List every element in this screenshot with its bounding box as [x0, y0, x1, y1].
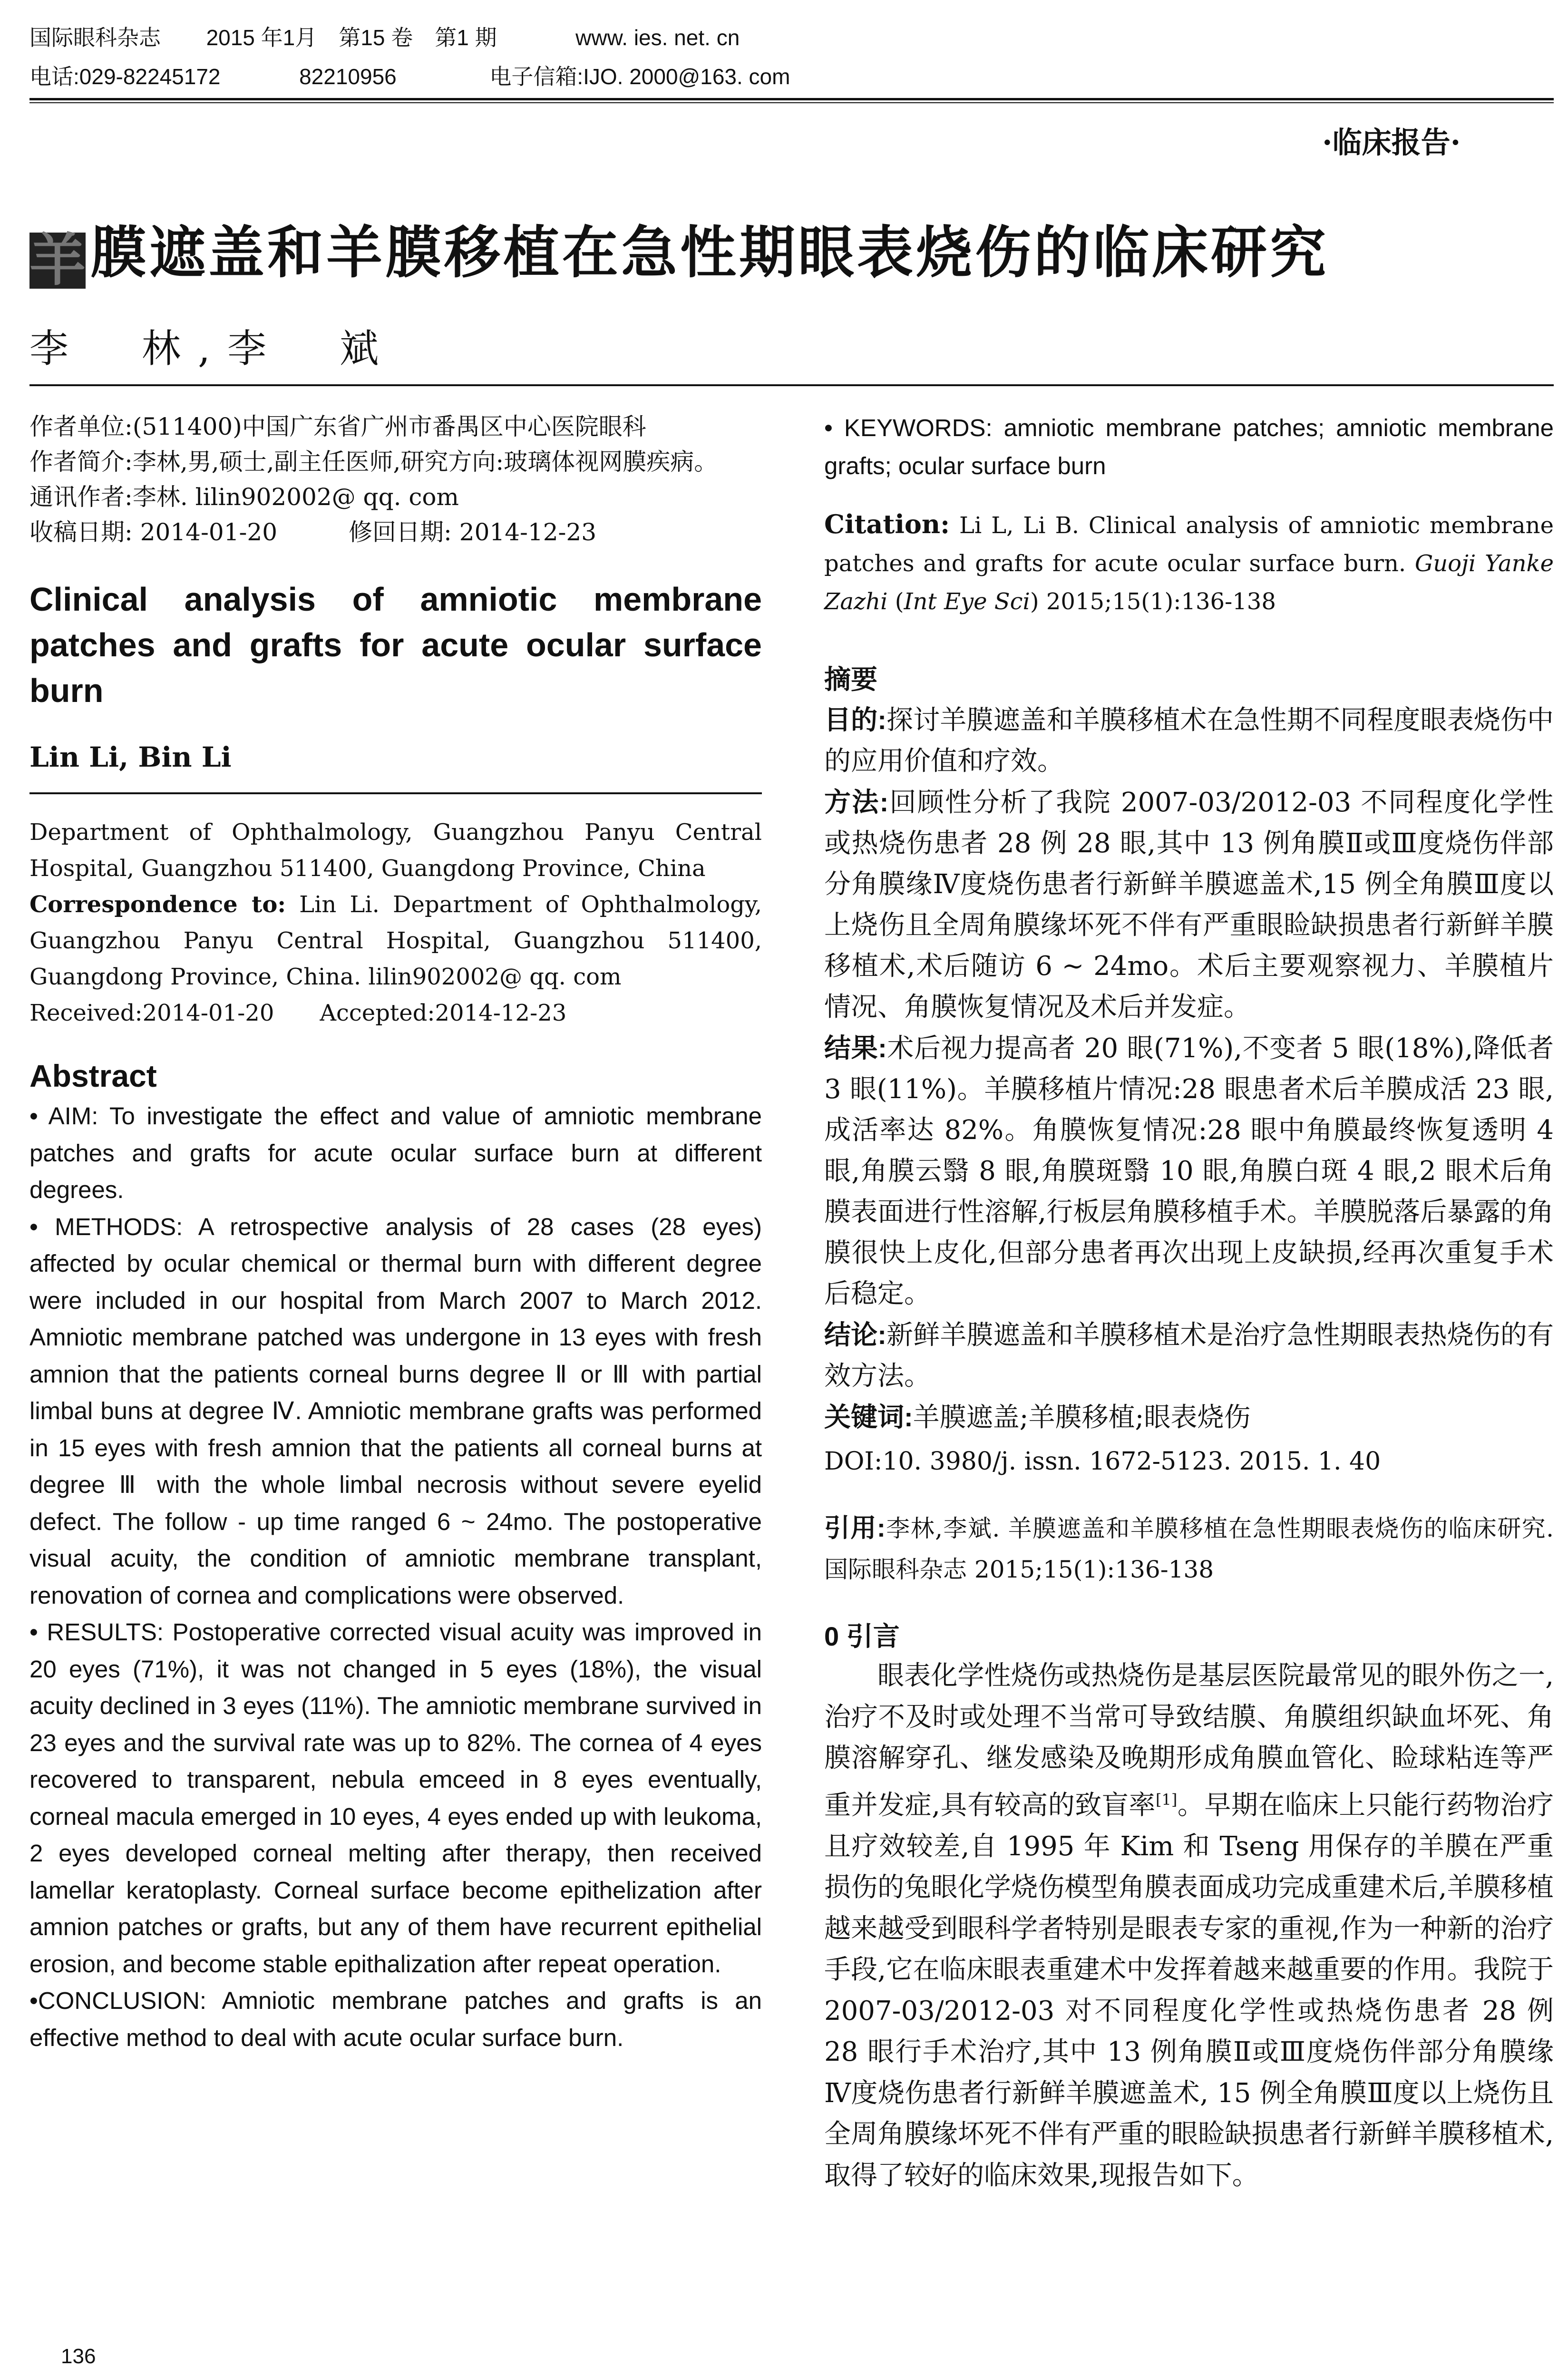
authors-zh: 李 林,李 斌	[29, 326, 396, 371]
english-keywords: • KEYWORDS: amniotic membrane patches; amniotic membrane grafts; ocular surface burn	[824, 414, 1554, 479]
author-affiliation: 作者单位:(511400)中国广东省广州市番禺区中心医院眼科	[29, 413, 646, 440]
journal-phone2: 82210956	[299, 64, 397, 89]
english-received: Received:2014-01-20 Accepted:2014-12-23	[29, 1000, 567, 1026]
english-title: Clinical analysis of amniotic membrane patches and grafts for acute ocular surface burn	[29, 581, 762, 709]
intro-reference[interactable]: [1]	[1155, 1790, 1178, 1809]
zh-results	[824, 1028, 1554, 1315]
received-dates: 收稿日期: 2014-01-20 修回日期: 2014-12-23	[29, 518, 597, 546]
author-bio: 作者简介:李林,男,硕士,副主任医师,研究方向:玻璃体视网膜疾病。	[29, 448, 718, 476]
zh-aim-text: 探讨羊膜遮盖和羊膜移植术在急性期不同程度眼表烧伤中的应用价值和疗效。	[824, 705, 1554, 777]
page-number: 136	[61, 2345, 96, 2368]
zh-methods-text: 回顾性分析了我院 2007-03/2012-03 不同程度化学性或热烧伤患者 28 例 28 眼,其中 13 例角膜Ⅱ或Ⅲ度烧伤伴部分角膜缘Ⅳ度烧伤患者行新鲜羊膜遮盖术,15 例全角膜Ⅲ度以上烧伤且全周角膜缘坏死不伴有严重眼睑缺损患者行新鲜羊膜移植术,术后随访 6 ~ 24mo。术后主要观察视力、羊膜植片情况、角膜恢复情况及术后并发症。	[824, 787, 1554, 1023]
journal-phone: 电话:029-82245172	[29, 64, 221, 89]
citation-tail: 2015;15(1):136-138	[1046, 588, 1276, 615]
correspondence-text: Lin Li. Department of Ophthalmology, Guangzhou Panyu Central Hospital, Guangzhou 511400, Guangdong Province, China. lilin902002@ qq. com	[29, 891, 762, 990]
english-citation: Citation: Li L, Li B. Clinical analysis of amniotic membrane patches and grafts for acute ocular surface burn. Guoji Yanke Zazhi (Int Eye Sci) 2015;15(1):136-138	[824, 509, 1554, 615]
citation-label: Citation:	[824, 509, 950, 539]
english-correspondence	[29, 887, 762, 995]
header-rule-thick	[29, 98, 1554, 100]
abstract-aim: • AIM: To investigate the effect and value of amniotic membrane patches and grafts for acute ocular surface burn at different degrees.	[29, 1102, 762, 1203]
title-first-char: 羊	[29, 229, 89, 292]
zh-citation-text: 李林,李斌. 羊膜遮盖和羊膜移植在急性期眼表烧伤的临床研究. 国际眼科杂志 2015;15(1):136-138	[824, 1515, 1554, 1583]
article-title	[29, 207, 1329, 292]
zh-methods	[824, 782, 1554, 1028]
citation-text: Li L, Li B. Clinical analysis of amniotic membrane patches and grafts for acute ocular surface burn.	[824, 512, 1554, 577]
journal-issue: 2015 年1月 第15 卷 第1 期	[206, 25, 497, 50]
zh-results-label: 结果:	[824, 1033, 887, 1063]
zh-abstract-heading: 摘要	[824, 664, 877, 694]
intro-text-b: 。早期在临床上只能行药物治疗且疗效较差,自 1995 年 Kim 和 Tseng 用保存的羊膜在严重损伤的兔眼化学烧伤模型角膜表面成功完成重建术后,羊膜移植越来越受到眼科学者特别是眼表专家的重视,作为一种新的治疗手段,它在临床眼表重建术中发挥着越来越重要的作用。我院于 2007-03/2012-03 对不同程度化学性或热烧伤患者 28 例 28 眼行手术治疗,其中 13 例角膜Ⅱ或Ⅲ度烧伤伴部分角膜缘Ⅳ度烧伤患者行新鲜羊膜遮盖术, 15 例全角膜Ⅲ度以上烧伤且全周角膜缘坏死不伴有严重的眼睑缺损患者行新鲜羊膜移植术,取得了较好的临床效果,现报告如下。	[824, 1790, 1554, 2191]
abstract-conclusion: •CONCLUSION: Amniotic membrane patches and grafts is an effective method to deal with acute ocular surface burn.	[29, 1987, 762, 2051]
doi: DOI:10. 3980/j. issn. 1672-5123. 2015. 1. 40	[824, 1447, 1381, 1476]
zh-conclusion-text: 新鲜羊膜遮盖和羊膜移植术是治疗急性期眼表热烧伤的有效方法。	[824, 1320, 1554, 1392]
right-column	[824, 409, 1554, 2196]
journal-header-line2	[29, 61, 790, 92]
english-affiliation-block	[29, 792, 762, 1031]
english-authors: Lin Li, Bin Li	[29, 741, 232, 773]
intro-heading: 0 引言	[824, 1621, 900, 1651]
citation-journal: Guoji Yanke Zazhi	[824, 550, 1554, 615]
citation-journal-en: Int Eye Sci	[904, 588, 1030, 615]
zh-results-text: 术后视力提高者 20 眼(71%),不变者 5 眼(18%),降低者 3 眼(11%)。羊膜移植片情况:28 眼患者术后羊膜成活 23 眼,成活率达 82%。角膜恢复情况:28 眼中角膜最终恢复透明 4 眼,角膜云翳 8 眼,角膜斑翳 10 眼,角膜白斑 4 眼,2 眼术后角膜表面进行性溶解,行板层角膜移植手术。羊膜脱落后暴露的角膜很快上皮化,但部分患者再次出现上皮缺损,经再次重复手术后稳定。	[824, 1033, 1554, 1309]
journal-website[interactable]: www. ies. net. cn	[575, 25, 740, 50]
zh-aim-label: 目的:	[824, 705, 886, 735]
header-rule-thin	[29, 102, 1554, 103]
journal-name: 国际眼科杂志	[29, 25, 161, 50]
zh-aim	[824, 700, 1554, 782]
zh-keywords	[824, 1397, 1554, 1438]
left-column	[29, 409, 762, 2056]
zh-conclusion	[824, 1315, 1554, 1397]
abstract-heading: Abstract	[29, 1058, 157, 1093]
section-tag: ·临床报告·	[1322, 125, 1461, 160]
zh-keywords-text: 羊膜遮盖;羊膜移植;眼表烧伤	[913, 1402, 1251, 1433]
zh-methods-label: 方法:	[824, 787, 889, 817]
zh-keywords-label: 关键词:	[824, 1402, 913, 1432]
corresponding-author: 通讯作者:李林. lilin902002@ qq. com	[29, 483, 459, 511]
english-department: Department of Ophthalmology, Guangzhou Panyu Central Hospital, Guangzhou 511400, Guangdong Province, China	[29, 819, 762, 882]
correspondence-label: Correspondence to:	[29, 891, 286, 918]
zh-conclusion-label: 结论:	[824, 1320, 886, 1350]
zh-citation-label: 引用:	[824, 1514, 886, 1542]
author-info	[29, 409, 762, 550]
journal-header-line1	[29, 22, 740, 53]
journal-email[interactable]: 电子信箱:IJO. 2000@163. com	[489, 64, 790, 89]
abstract-methods: • METHODS: A retrospective analysis of 28 cases (28 eyes) affected by ocular chemical or thermal burn with different degree were included in our hospital from March 2007 to March 2012. Amniotic membrane patched was undergone in 13 eyes with fresh amnion that the patients corneal burns degree Ⅱ or Ⅲ with partial limbal buns at degree Ⅳ. Amniotic membrane grafts was performed in 15 eyes with fresh amnion that the patients all corneal burns at degree Ⅲ with the whole limbal necrosis without severe eyelid defect. The follow - up time ranged 6 ~ 24mo. The postoperative visual acuity, the condition of amniotic membrane transplant, renovation of cornea and complications were observed.	[29, 1213, 762, 1609]
zh-citation	[824, 1508, 1554, 1590]
title-rest: 膜遮盖和羊膜移植在急性期眼表烧伤的临床研究	[90, 222, 1329, 284]
intro-text-a: 眼表化学性烧伤或热烧伤是基层医院最常见的眼外伤之一,治疗不及时或处理不当常可导致结膜、角膜组织缺血坏死、角膜溶解穿孔、继发感染及晚期形成角膜血管化、睑球粘连等严重并发症,具有较高的致盲率	[824, 1660, 1554, 1821]
abstract-results: • RESULTS: Postoperative corrected visual acuity was improved in 20 eyes (71%), it was not changed in 5 eyes (18%), the visual acuity declined in 3 eyes (11%). The amniotic membrane survived in 23 eyes and the survival rate was up to 82%. The cornea of 4 eyes recovered to transparent, nebula emceed in 8 eyes eventually, corneal macula emerged in 10 eyes, 4 eyes ended up with leukoma, 2 eyes developed corneal melting after therapy, then received lamellar keratoplasty. Corneal surface become epithelization after amnion patches or grafts, but any of them have recurrent epithelial erosion, and become stable epithalization after repeat operation.	[29, 1618, 762, 1978]
intro-paragraph	[824, 1656, 1554, 2196]
authors-rule	[29, 384, 1554, 386]
